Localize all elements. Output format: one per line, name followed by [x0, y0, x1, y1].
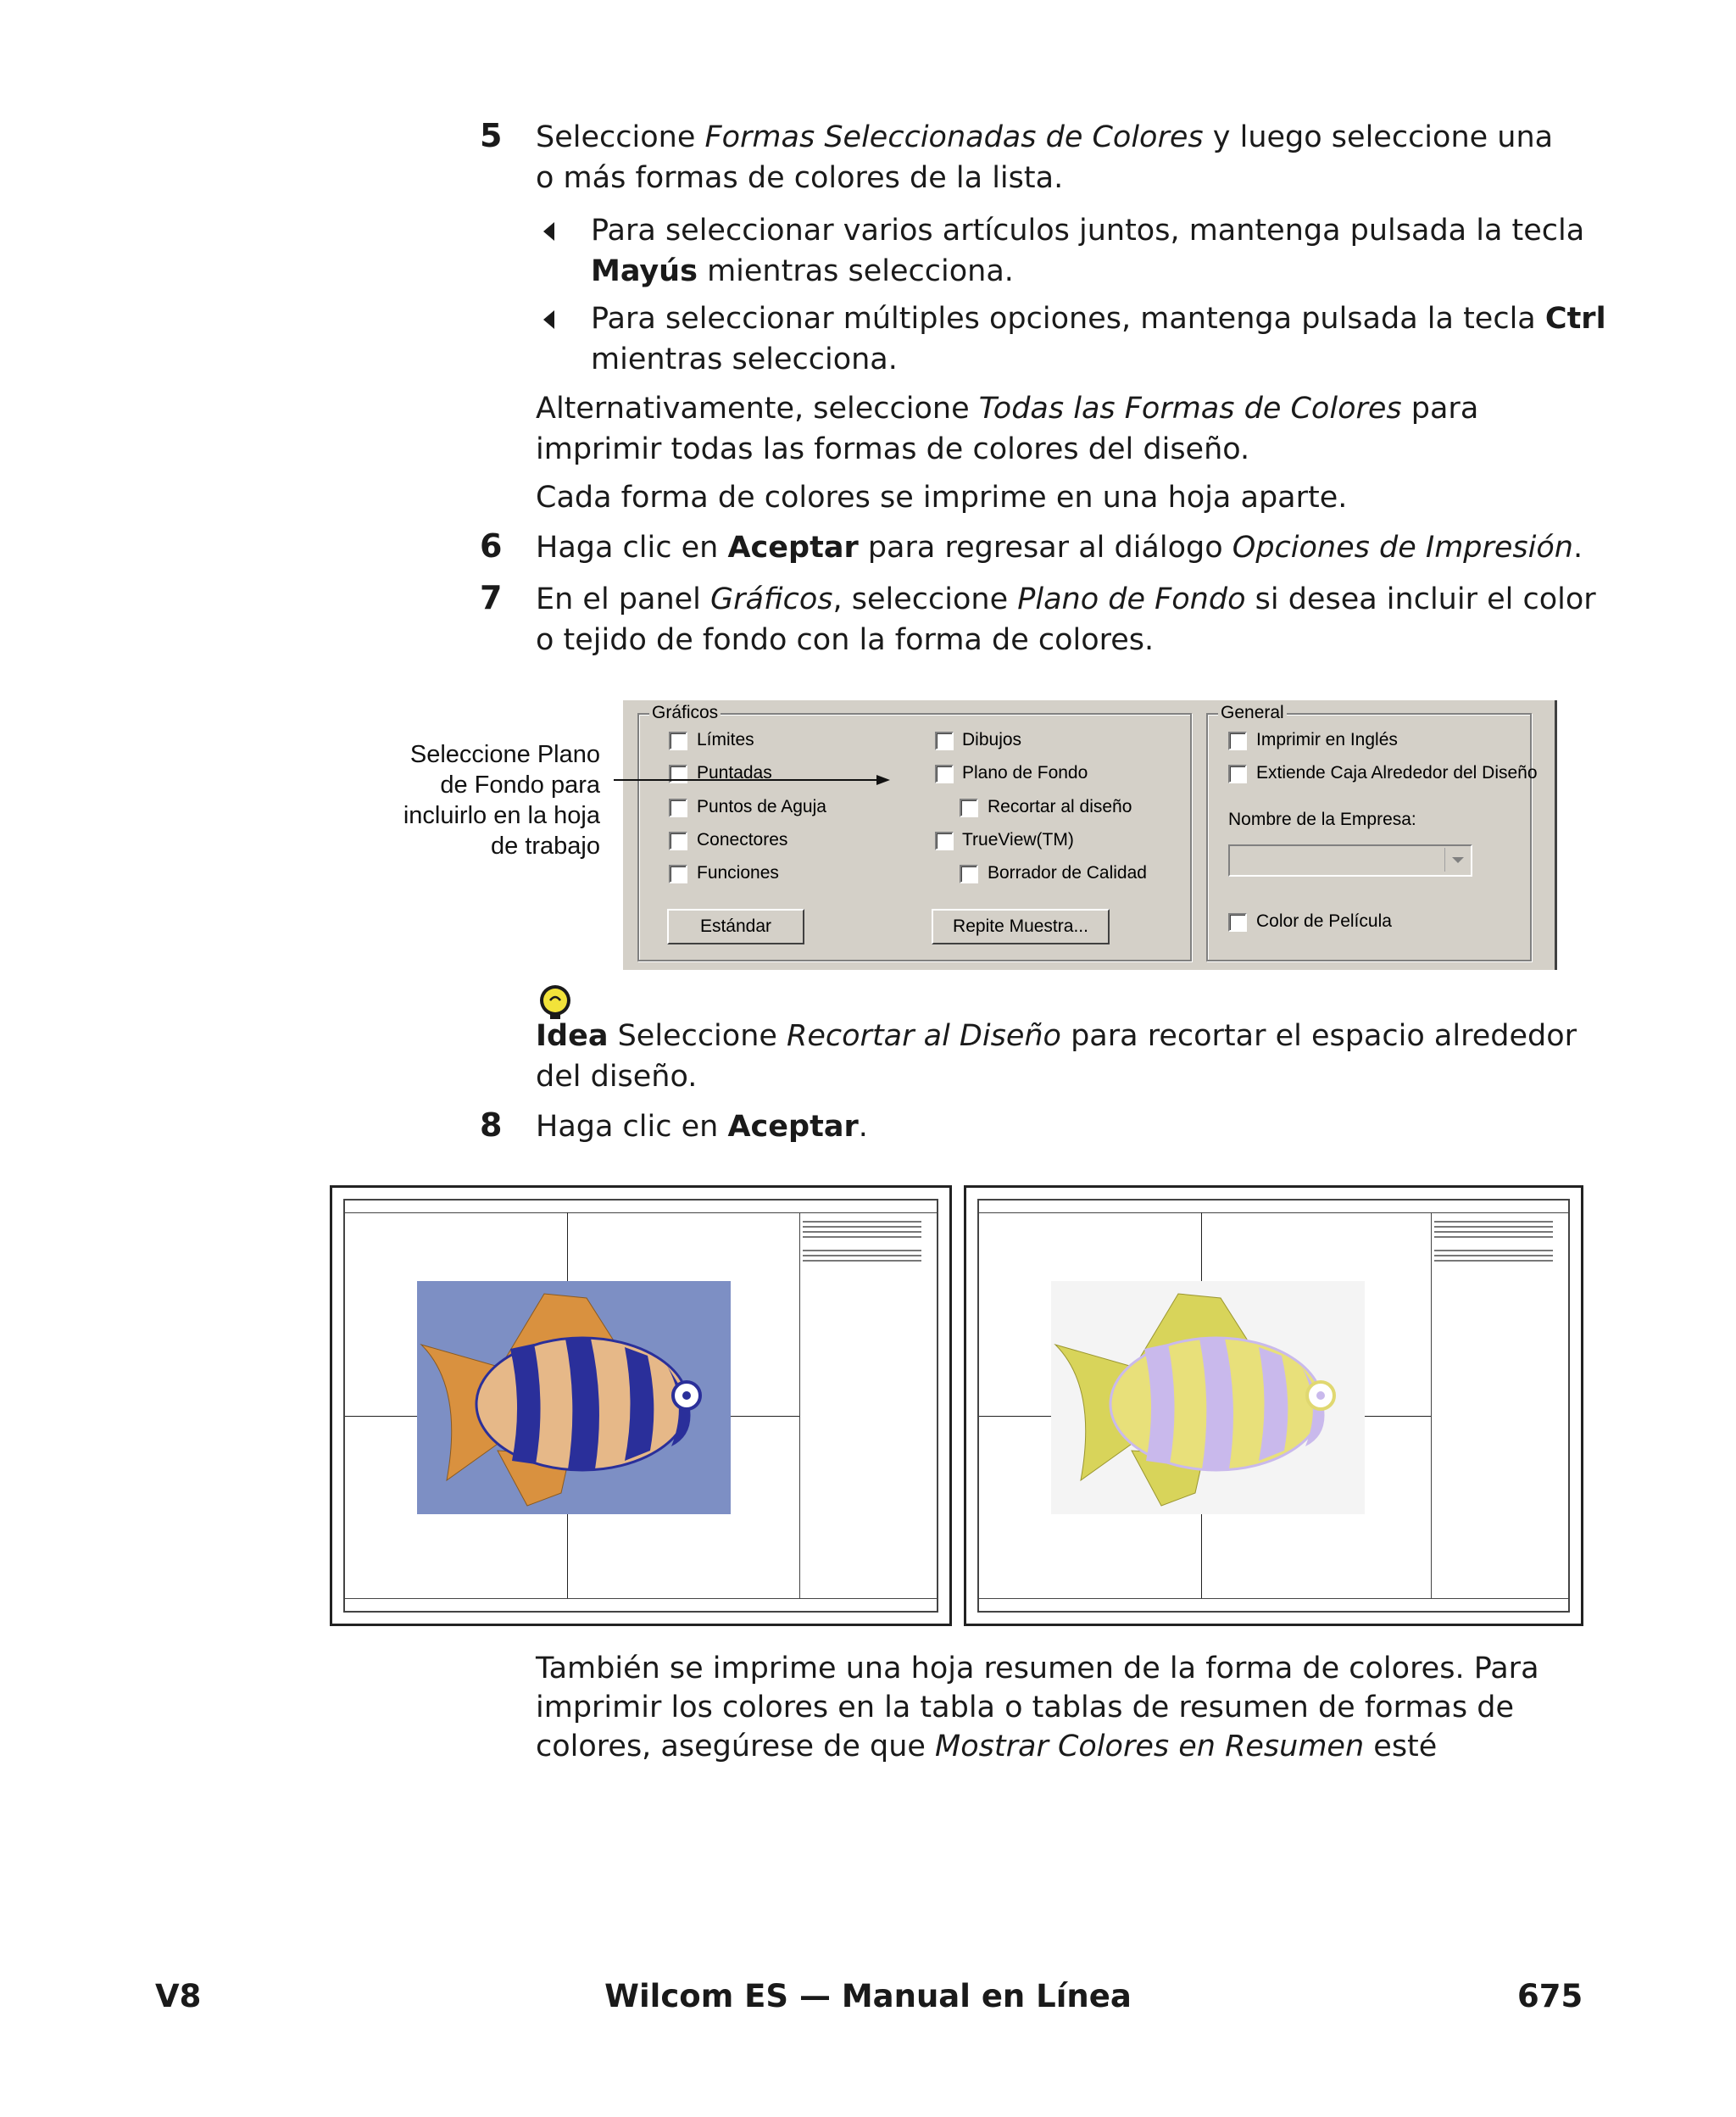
- step6-text-c: para regresar al diálogo: [858, 531, 1232, 565]
- alternative-line1: [536, 388, 1478, 429]
- step7-italic-d: Plano de Fondo: [1017, 582, 1246, 616]
- label-imprimir-ingles: Imprimir en Inglés: [1256, 730, 1398, 749]
- step6-bold: Aceptar: [727, 531, 859, 565]
- callout-line: de Fondo para: [440, 772, 600, 799]
- step5-italic: Formas Seleccionadas de Colores: [704, 120, 1204, 154]
- footer-title: Wilcom ES — Manual en Línea: [604, 1978, 1132, 2014]
- step6-italic: Opciones de Impresión: [1232, 531, 1573, 565]
- idea-italic: Recortar al Diseño: [787, 1019, 1061, 1053]
- step-number-8: 8: [480, 1106, 503, 1144]
- print-options-dialog: [623, 700, 1557, 970]
- step8-bold: Aceptar: [727, 1110, 859, 1144]
- divider: [1431, 1212, 1432, 1598]
- step7-italic-b: Gráficos: [710, 582, 833, 616]
- step5-text-c: y luego seleccione una: [1203, 120, 1554, 154]
- bullet-arrow-icon: [543, 310, 554, 329]
- checkbox-recortar[interactable]: [960, 799, 978, 817]
- checkbox-funciones[interactable]: [669, 865, 687, 883]
- callout-line: incluirlo en la hoja: [403, 802, 600, 829]
- step5-line2: o más formas de colores de la lista.: [536, 161, 1064, 195]
- checkbox-color-pelicula[interactable]: [1228, 913, 1247, 932]
- step8-period: .: [858, 1110, 868, 1144]
- divider: [979, 1212, 1568, 1213]
- checkbox-limites[interactable]: [669, 732, 687, 750]
- worksheet-data-panel: [803, 1217, 921, 1262]
- checkbox-imprimir-ingles[interactable]: [1228, 732, 1247, 750]
- label-recortar: Recortar al diseño: [988, 797, 1132, 816]
- checkbox-puntos-aguja[interactable]: [669, 799, 687, 817]
- step8-text-a: Haga clic en: [536, 1110, 728, 1144]
- label-borrador: Borrador de Calidad: [988, 863, 1147, 883]
- checkbox-trueview[interactable]: [935, 832, 954, 850]
- general-title: General: [1218, 703, 1287, 723]
- estandar-button[interactable]: Estándar: [667, 909, 804, 944]
- worksheet-preview-background: [330, 1185, 952, 1626]
- divider: [345, 1598, 937, 1599]
- dialog-edge: [1555, 700, 1557, 970]
- callout-text: [339, 739, 600, 861]
- bullet2-text: Para seleccionar múltiples opciones, mantenga pulsada la tecla: [591, 302, 1545, 336]
- footer-page-number: 675: [1517, 1978, 1583, 2014]
- cada-line: Cada forma de colores se imprime en una hoja aparte.: [536, 481, 1348, 515]
- bullet2-bold: Ctrl: [1544, 302, 1606, 336]
- fish-embroidery-icon: [1051, 1281, 1365, 1514]
- callout-line: de trabajo: [491, 833, 600, 860]
- idea-text-a: Seleccione: [608, 1019, 787, 1053]
- step7-line1: [536, 579, 1596, 620]
- repite-muestra-button[interactable]: Repite Muestra...: [932, 909, 1110, 944]
- label-trueview: TrueView(TM): [962, 830, 1074, 850]
- step6-line: [536, 527, 1583, 568]
- label-dibujos: Dibujos: [962, 730, 1022, 749]
- checkbox-extiende-caja[interactable]: [1228, 765, 1247, 783]
- bullet-arrow-icon: [543, 222, 554, 241]
- step6-period: .: [1573, 531, 1583, 565]
- step7-line2: o tejido de fondo con la forma de colores.: [536, 623, 1155, 657]
- step7-text-c: , seleccione: [832, 582, 1018, 616]
- worksheet-data-panel: [1434, 1217, 1553, 1262]
- alternative-line2: imprimir todas las formas de colores del diseño.: [536, 432, 1250, 466]
- callout-arrow-icon: [610, 767, 899, 793]
- step7-text-e: si desea incluir el color: [1245, 582, 1596, 616]
- label-conectores: Conectores: [697, 830, 788, 850]
- tambien-text-a: colores, asegúrese de que: [536, 1730, 936, 1763]
- checkbox-dibujos[interactable]: [935, 732, 954, 750]
- empresa-combo[interactable]: [1228, 844, 1472, 877]
- step8-line: [536, 1106, 868, 1147]
- chevron-down-icon: [1452, 857, 1464, 863]
- label-puntadas: Puntadas: [697, 763, 772, 783]
- label-funciones: Funciones: [697, 863, 779, 883]
- checkbox-plano-fondo[interactable]: [935, 765, 954, 783]
- tambien-line2: imprimir los colores en la tabla o tablas de resumen de formas de: [536, 1691, 1514, 1724]
- step7-text-a: En el panel: [536, 582, 711, 616]
- callout-line: Seleccione Plano: [409, 741, 600, 768]
- tambien-italic: Mostrar Colores en Resumen: [935, 1730, 1365, 1763]
- idea-label: Idea: [536, 1019, 609, 1053]
- label-nombre-empresa: Nombre de la Empresa:: [1228, 810, 1416, 829]
- label-limites: Límites: [697, 730, 754, 749]
- bullet1-bold: Mayús: [591, 254, 698, 288]
- checkbox-conectores[interactable]: [669, 832, 687, 850]
- idea-line2: del diseño.: [536, 1060, 698, 1094]
- step5-text-a: Seleccione: [536, 120, 705, 154]
- worksheet-preview-no-background: [964, 1185, 1583, 1626]
- alt-text-c: para: [1401, 392, 1479, 426]
- tambien-text-c: esté: [1364, 1730, 1438, 1763]
- step-number-6: 6: [480, 527, 503, 565]
- bullet1-line1: Para seleccionar varios artículos juntos, mantenga pulsada la tecla: [591, 214, 1585, 248]
- label-puntos-aguja: Puntos de Aguja: [697, 797, 826, 816]
- bullet1-line2: [591, 251, 1014, 292]
- tambien-line1: También se imprime una hoja resumen de la forma de colores. Para: [536, 1652, 1539, 1685]
- bullet1-rest: mientras selecciona.: [697, 254, 1014, 288]
- label-plano-fondo: Plano de Fondo: [962, 763, 1088, 783]
- graficos-title: Gráficos: [649, 703, 721, 723]
- worksheet-frame: [977, 1199, 1570, 1613]
- alt-text-a: Alternativamente, seleccione: [536, 392, 979, 426]
- label-extiende-caja: Extiende Caja Alrededor del Diseño: [1256, 763, 1538, 783]
- step-number-7: 7: [480, 579, 503, 616]
- step-number-5: 5: [480, 117, 503, 154]
- worksheet-frame: [343, 1199, 938, 1613]
- label-color-pelicula: Color de Película: [1256, 911, 1392, 931]
- fish-embroidery-icon: [417, 1281, 731, 1514]
- tambien-line3: [536, 1726, 1437, 1767]
- divider: [345, 1212, 937, 1213]
- combo-dropdown-button[interactable]: [1444, 848, 1469, 872]
- step6-text-a: Haga clic en: [536, 531, 728, 565]
- footer-version: V8: [155, 1978, 202, 2014]
- alt-italic: Todas las Formas de Colores: [978, 392, 1402, 426]
- idea-line1: [536, 1016, 1577, 1056]
- bullet2-line2: mientras selecciona.: [591, 343, 898, 376]
- bullet2-line1: [591, 298, 1606, 339]
- divider: [979, 1598, 1568, 1599]
- idea-text-c: para recortar el espacio alrededor: [1060, 1019, 1577, 1053]
- divider: [799, 1212, 800, 1598]
- step5-line1: [536, 117, 1553, 158]
- checkbox-borrador[interactable]: [960, 865, 978, 883]
